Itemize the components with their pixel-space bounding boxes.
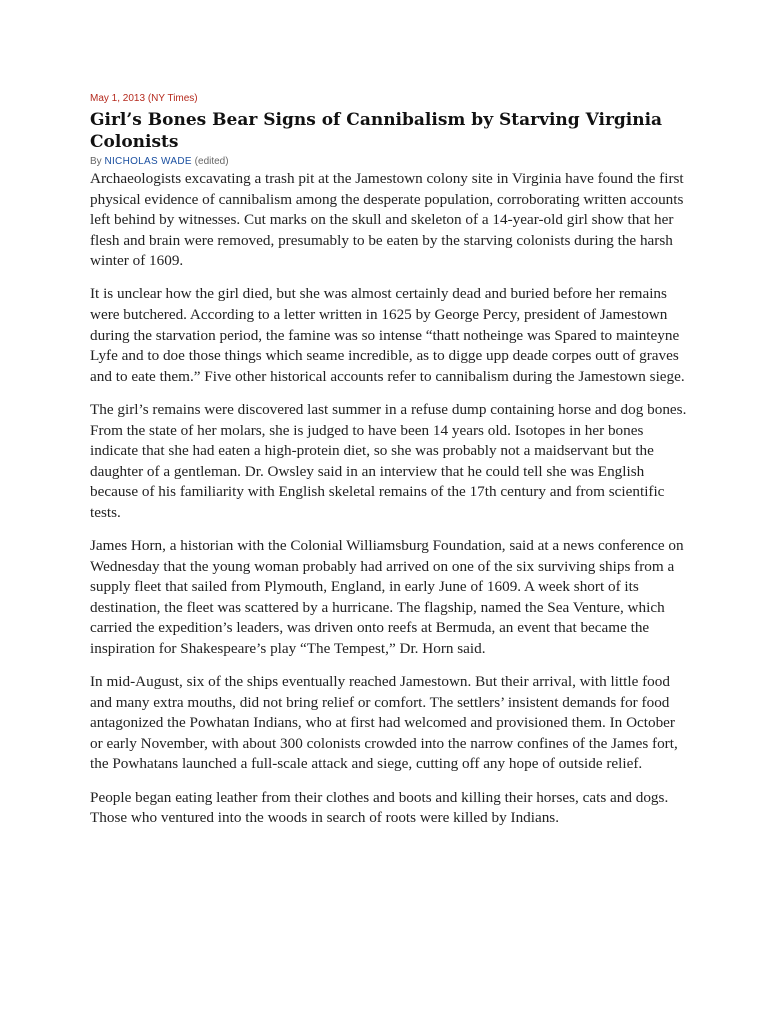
byline-prefix: By [90,156,102,167]
article-body [90,169,690,829]
article-paragraph: Archaeologists excavating a trash pit at the Jamestown colony site in Virginia have found the first physical evidence of cannibalism among the desperate population, corroborating written accounts left behind by witnesses. Cut marks on the skull and skeleton of a 14-year-old girl show that her flesh and brain were removed, presumably to be eaten by the starving colonists during the harsh winter of 1609. [90,170,684,270]
article-paragraph: The girl’s remains were discovered last summer in a refuse dump containing horse and dog bones. From the state of her molars, she is judged to have been 14 years old. Isotopes in her bones indicate that she had eaten a high-protein diet, so she was probably not a maidservant but the daughter of a gentleman. Dr. Owsley said in an interview that he could tell she was English because of his familiarity with English skeletal remains of the 17th century and from scientific tests. [90,400,687,521]
article-byline [90,155,690,169]
article-dateline: May 1, 2013 (NY Times) [90,93,198,104]
article [90,92,690,841]
article-paragraph: It is unclear how the girl died, but she was almost certainly dead and buried before her remains were butchered. According to a letter written in 1625 by George Percy, president of Jamestown during the starvation period, the famine was so intense “thatt notheinge was Spared to mainteyne Lyfe and to doe those things which seame incredible, as to digge upp deade corpes outt of graves and to eate them.” Five other historical accounts refer to cannibalism during the Jamestown siege. [90,285,685,385]
byline-author-link[interactable]: NICHOLAS WADE [104,156,192,167]
article-headline: Girl’s Bones Bear Signs of Cannibalism by Starving Virginia Colonists [90,110,663,152]
article-paragraph: People began eating leather from their clothes and boots and killing their horses, cats and dogs. Those who ventured into the woods in search of roots were killed by Indians. [90,788,669,827]
article-paragraph: In mid-August, six of the ships eventually reached Jamestown. But their arrival, with little food and many extra mouths, did not bring relief or comfort. The settlers’ insistent demands for food antagonized the Powhatan Indians, who at first had welcomed and provisioned them. In October or early November, with about 300 colonists crowded into the narrow confines of the James fort, the Powhatans launched a full-scale attack and siege, cutting off any hope of outside relief. [90,673,678,773]
byline-note: (edited) [194,156,229,167]
article-paragraph: James Horn, a historian with the Colonial Williamsburg Foundation, said at a news conference on Wednesday that the young woman probably had arrived on one of the six surviving ships from a supply fleet that sailed from Plymouth, England, in early June of 1609. A week short of its destination, the fleet was scattered by a hurricane. The flagship, named the Sea Venture, which carried the expedition’s leaders, was driven onto reefs at Bermuda, an event that became the inspiration for Shakespeare’s play “The Tempest,” Dr. Horn said. [90,537,684,657]
